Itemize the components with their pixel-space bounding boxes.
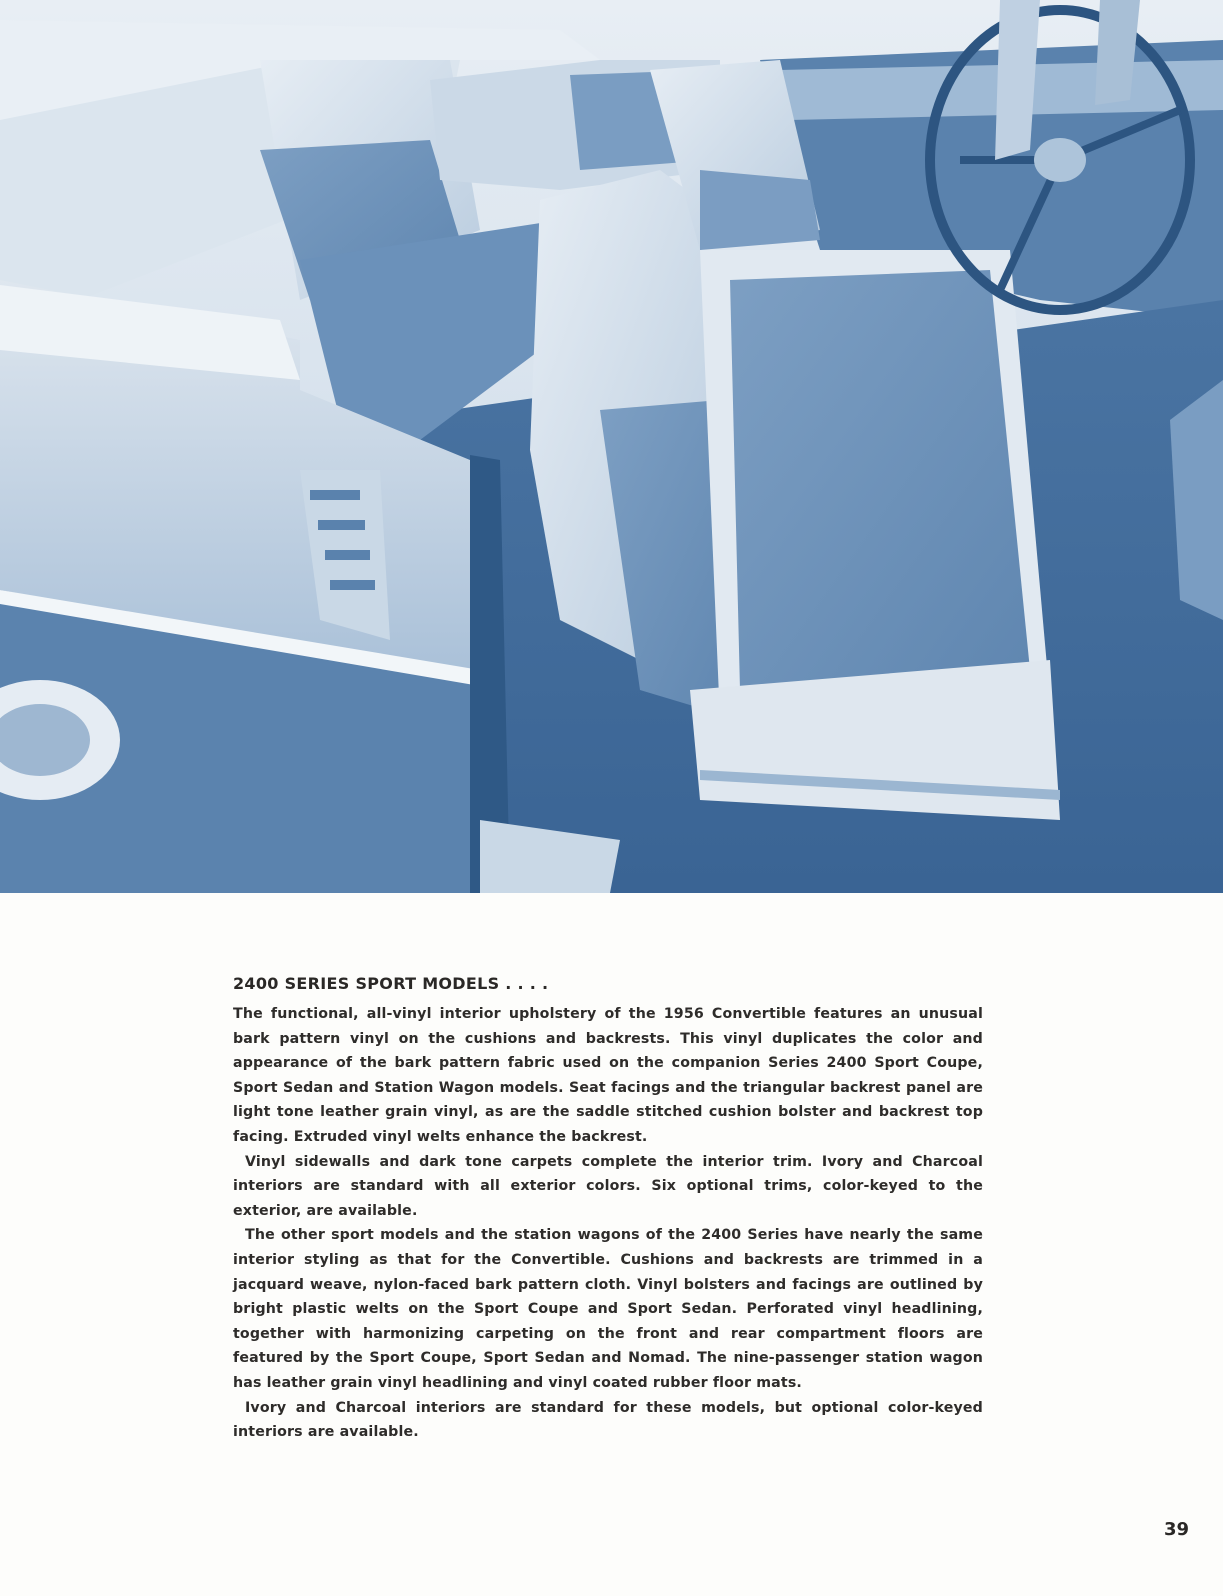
article-paragraph-4: Ivory and Charcoal interiors are standard for these models, but optional color-keyed interiors are available.: [233, 1399, 983, 1441]
article: [233, 972, 983, 1445]
article-paragraph-3: The other sport models and the station wagons of the 2400 Series have nearly the same interior styling as that for the Convertible. Cushions and backrests are trimmed in a jacquard weave, nylon-faced bark pattern cloth. Vinyl bolsters and facings are outlined by bright plastic welts on the Sport Coupe and Sport Sedan. Perforated vinyl headlining, together with harmonizing carpeting on the front and rear compartment floors are featured by the Sport Coupe, Sport Sedan and Nomad. The nine-passenger station wagon has leather grain vinyl headlining and vinyl coated rubber floor mats.: [233, 1227, 983, 1391]
article-paragraph-2: Vinyl sidewalls and dark tone carpets complete the interior trim. Ivory and Charcoal interiors are standard with all exterior colors. Six optional trims, color-keyed to the exterior, are available.: [233, 1153, 983, 1219]
article-heading: 2400 SERIES SPORT MODELS . . . .: [233, 974, 549, 993]
article-paragraph-1: The functional, all-vinyl interior upholstery of the 1956 Convertible features an unusual bark pattern vinyl on the cushions and backrests. This vinyl duplicates the color and appearance of the bark pattern fabric used on the companion Series 2400 Sport Coupe, Sport Sedan and Station Wagon models. Seat facings and the triangular backrest panel are light tone leather grain vinyl, as are the saddle stitched cushion bolster and backrest top facing. Extruded vinyl welts enhance the backrest.: [233, 1006, 983, 1145]
page-number: 39: [1164, 1519, 1190, 1540]
